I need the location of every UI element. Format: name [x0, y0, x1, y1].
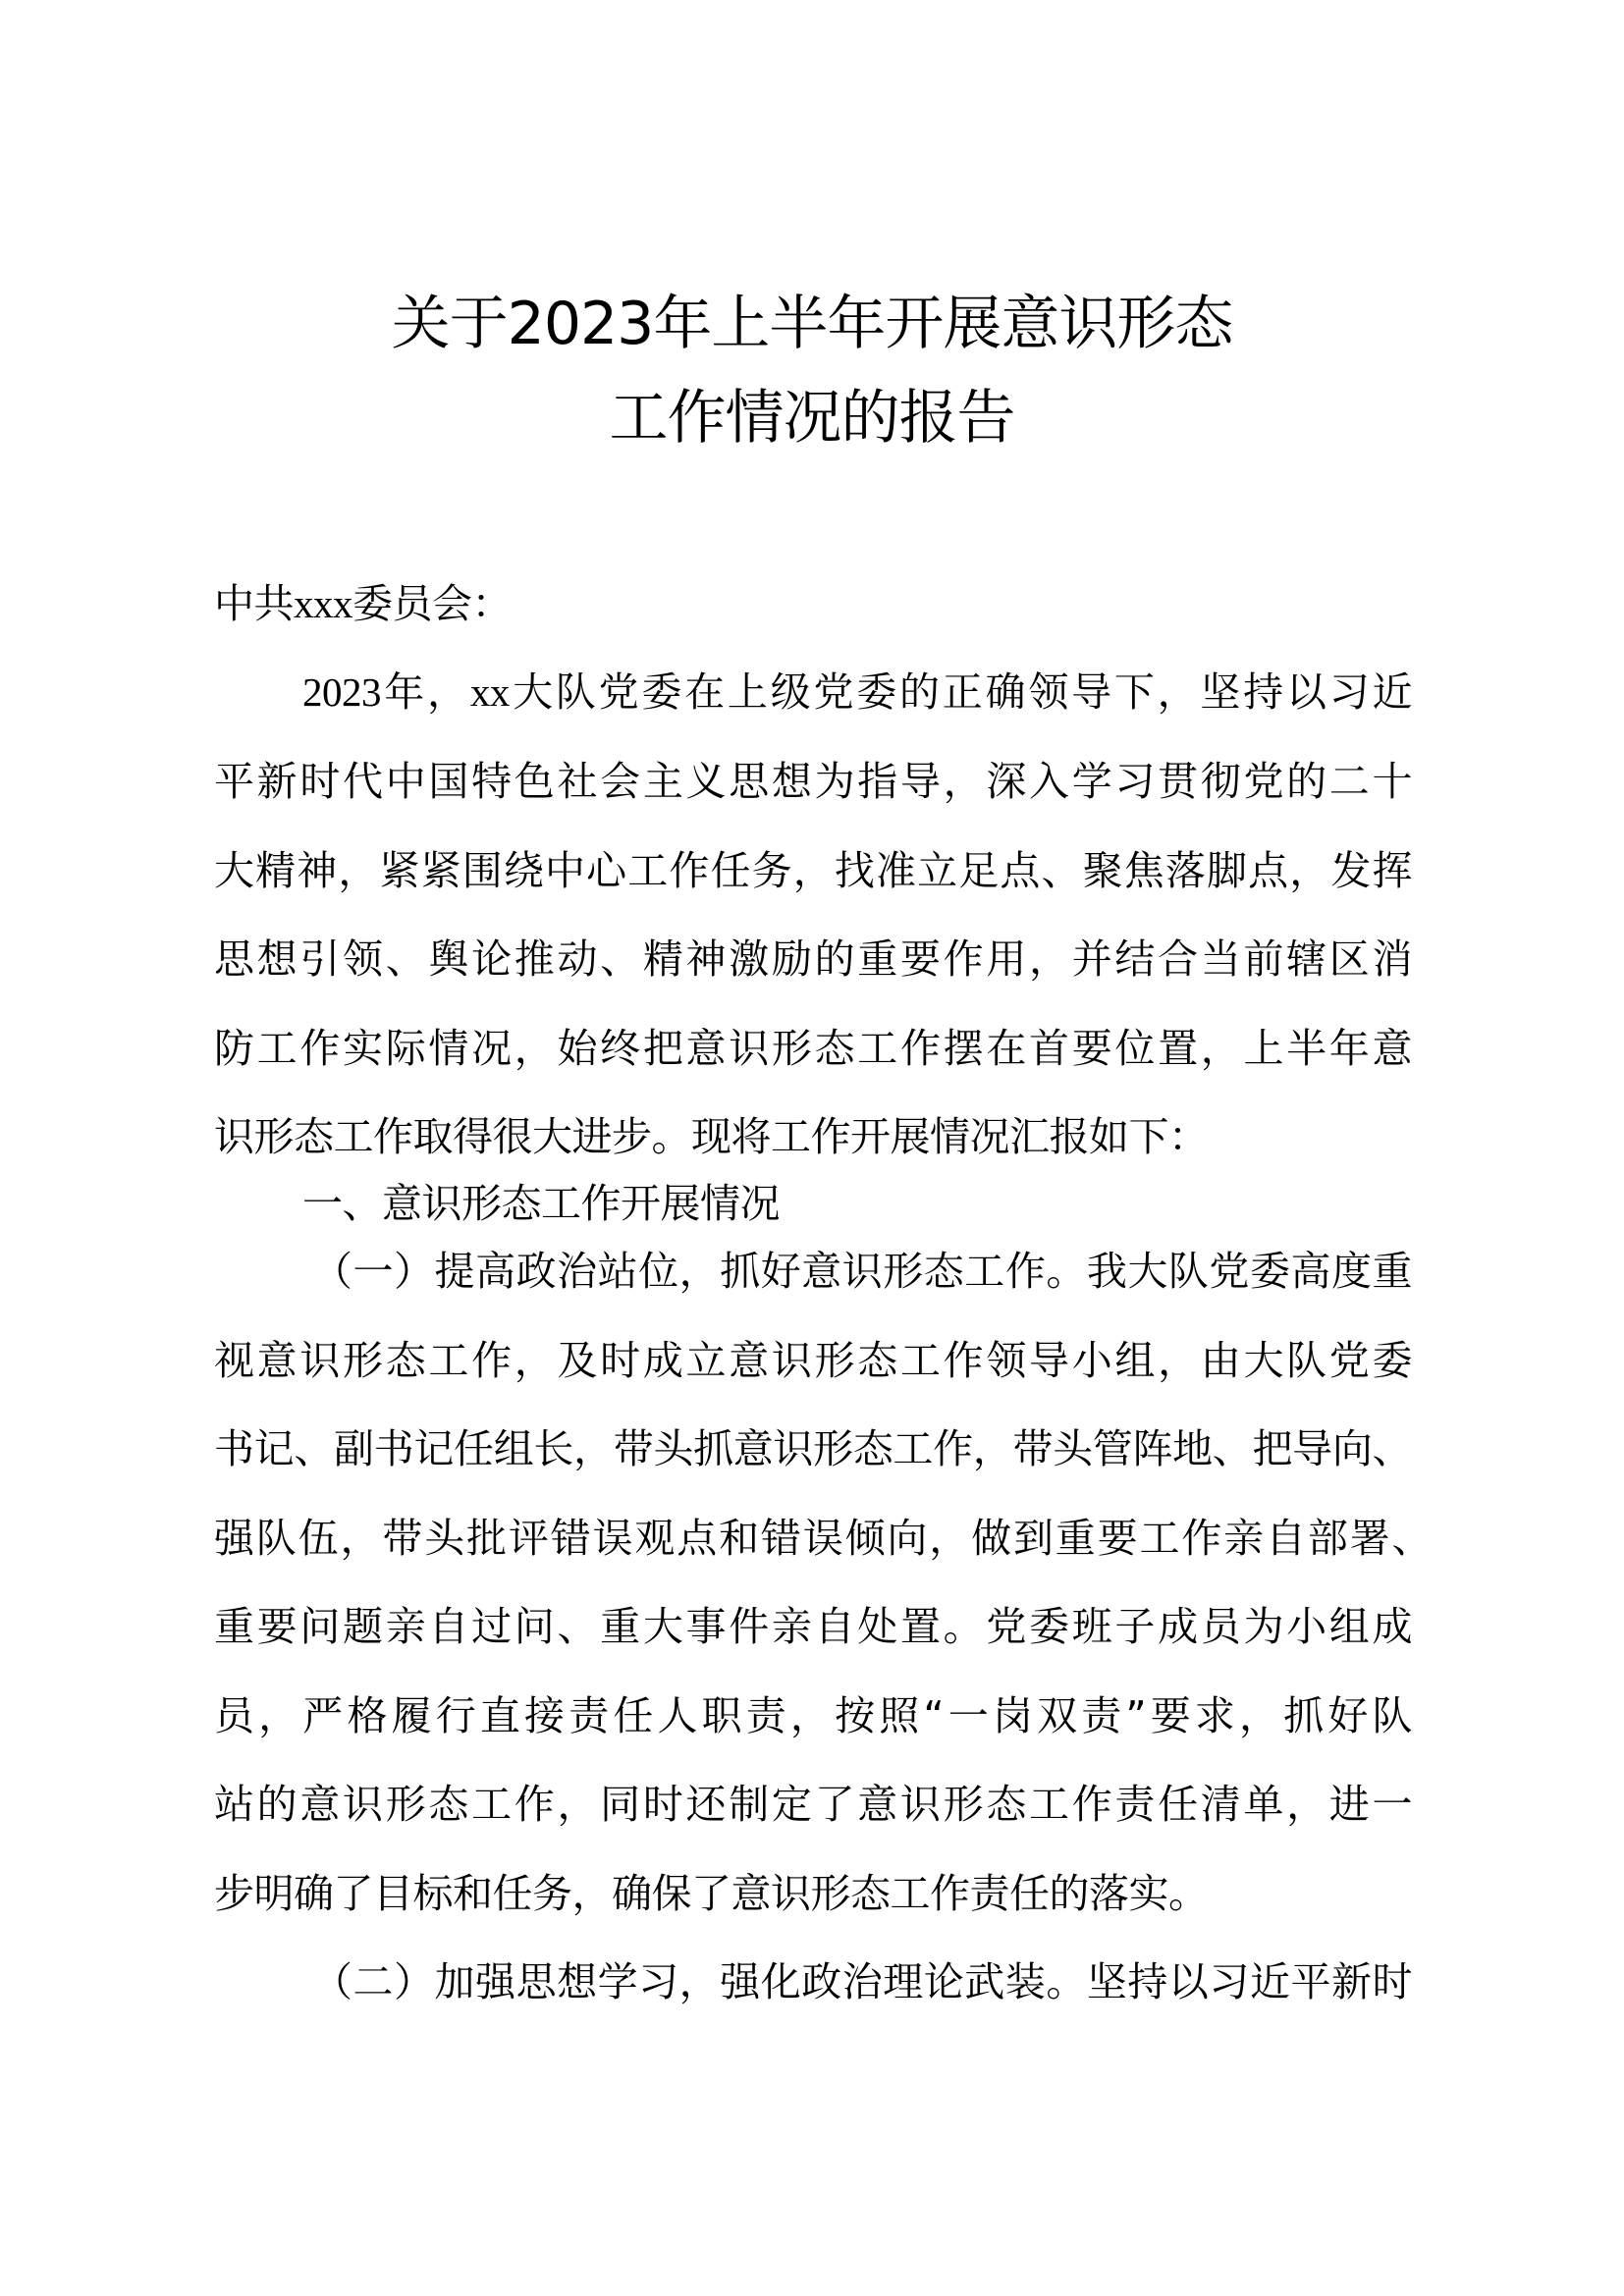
- salutation-org: xxx: [294, 581, 352, 626]
- intro-line-3: 大精神，紧紧围绕中心工作任务，找准立足点、聚焦落脚点，发挥: [214, 847, 1412, 894]
- section-heading-1: 一、意识形态工作开展情况: [302, 1180, 780, 1227]
- section-1-line-3: 书记、副书记任组长，带头抓意识形态工作，带头管阵地、把导向、: [214, 1425, 1412, 1472]
- section-1-line-5: 重要问题亲自过问、重大事件亲自处置。党委班子成员为小组成: [214, 1603, 1412, 1650]
- intro-unit: xx: [469, 669, 510, 715]
- salutation-suffix: 委员会：: [352, 580, 512, 627]
- intro-rest: 大队党委在上级党委的正确领导下，坚持以习近: [509, 668, 1412, 716]
- intro-line-5: 防工作实际情况，始终把意识形态工作摆在首要位置，上半年意: [214, 1025, 1412, 1072]
- section-1-line-6: 员，严格履行直接责任人职责，按照“一岗双责”要求，抓好队: [214, 1692, 1412, 1739]
- salutation: [214, 581, 1412, 626]
- intro-year: 2023: [302, 669, 381, 715]
- section-1-line-7: 站的意识形态工作，同时还制定了意识形态工作责任清单，进一: [214, 1781, 1412, 1828]
- section-1-line-2: 视意识形态工作，及时成立意识形态工作领导小组，由大队党委: [214, 1337, 1412, 1384]
- document-title-line-1: 关于2023年上半年开展意识形态: [391, 290, 1233, 358]
- section-1-line-1: （一）提高政治站位，抓好意识形态工作。我大队党委高度重: [312, 1248, 1412, 1295]
- intro-line-4: 思想引领、舆论推动、精神激励的重要作用，并结合当前辖区消: [214, 935, 1412, 983]
- intro-after-year: 年，: [381, 668, 470, 716]
- intro-line-2: 平新时代中国特色社会主义思想为指导，深入学习贯彻党的二十: [214, 758, 1412, 805]
- intro-line-1: [302, 669, 1412, 715]
- section-2-line-1: （二）加强思想学习，强化政治理论武装。坚持以习近平新时: [312, 1958, 1412, 2005]
- section-1-line-8: 步明确了目标和任务，确保了意识形态工作责任的落实。: [214, 1870, 1209, 1917]
- document-title-line-2: 工作情况的报告: [609, 384, 1015, 453]
- salutation-prefix: 中共: [214, 580, 294, 627]
- intro-line-6: 识形态工作取得很大进步。现将工作开展情况汇报如下：: [214, 1113, 1209, 1160]
- section-1-line-4: 强队伍，带头批评错误观点和错误倾向，做到重要工作亲自部署、: [214, 1515, 1432, 1562]
